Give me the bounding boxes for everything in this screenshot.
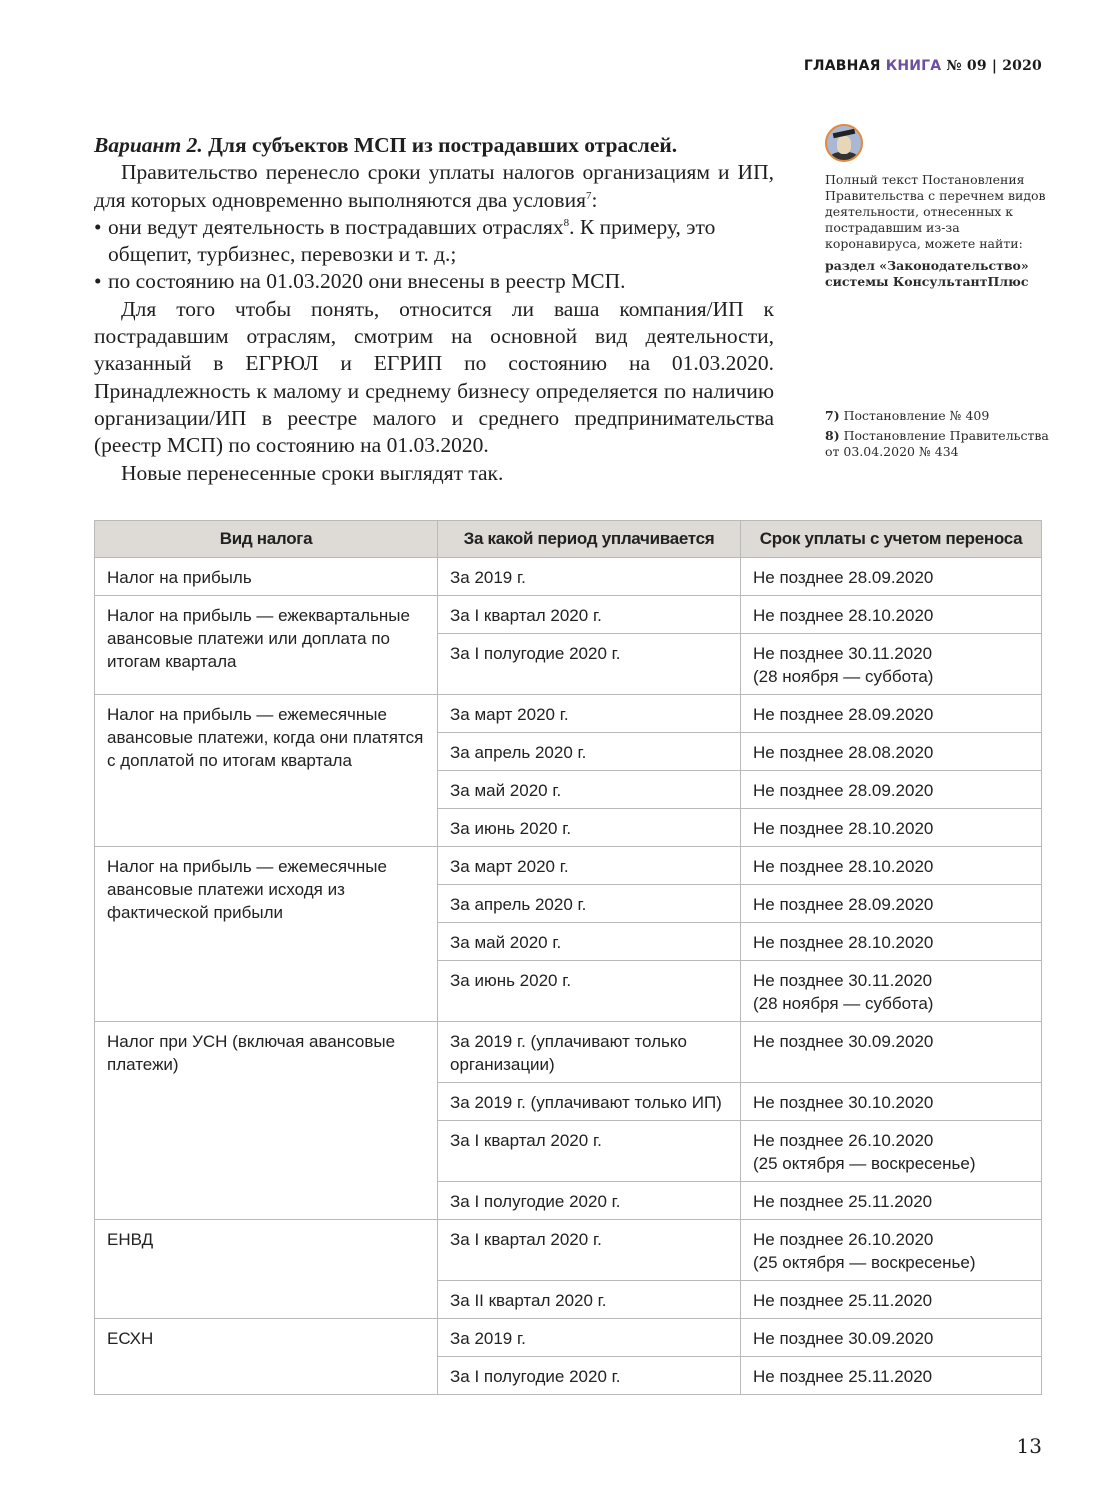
deadline-date: Не позднее 30.09.2020: [753, 1329, 934, 1348]
deadline-date: Не позднее 25.11.2020: [753, 1192, 933, 1211]
deadline-date: Не позднее 28.10.2020: [753, 857, 934, 876]
condition-item: [94, 214, 774, 269]
deadline-cell: [741, 596, 1042, 634]
deadline-note: (25 октября — воскресенье): [753, 1253, 976, 1272]
heading-lead: Вариант 2.: [94, 133, 203, 157]
table-row: [95, 1022, 1042, 1083]
deadline-cell: [741, 1022, 1042, 1083]
deadline-date: Не позднее 28.10.2020: [753, 606, 934, 625]
brand-part2: КНИГА: [885, 58, 942, 74]
deadline-cell: [741, 961, 1042, 1022]
deadline-cell: [741, 558, 1042, 596]
footnote-7: [825, 408, 1050, 424]
sidebar-note: [825, 124, 1050, 290]
deadline-cell: [741, 695, 1042, 733]
section-heading: [94, 132, 774, 159]
deadline-cell: [741, 771, 1042, 809]
period-cell: За июнь 2020 г.: [438, 961, 741, 1022]
condition-text: по состоянию на 01.03.2020 они внесены в реестр МСП.: [108, 269, 626, 294]
footnote-8: [825, 428, 1050, 460]
deadline-date: Не позднее 30.10.2020: [753, 1093, 934, 1112]
tax-type-cell: ЕНВД: [95, 1220, 438, 1319]
footnote-ref-8[interactable]: 8: [563, 216, 570, 229]
tax-type-cell: Налог на прибыль — ежемесячные авансовые платежи исходя из фактической прибыли: [95, 847, 438, 1022]
deadline-date: Не позднее 25.11.2020: [753, 1367, 933, 1386]
deadline-date: Не позднее 28.09.2020: [753, 568, 934, 587]
period-cell: За 2019 г.: [438, 1319, 741, 1357]
page-number: 13: [1016, 1434, 1042, 1458]
footnote-number: 7): [825, 408, 840, 423]
intro-text: Правительство перенесло сроки уплаты налогов организациям и ИП, для которых одновременно выполняются два условия: [94, 160, 774, 212]
period-cell: За I квартал 2020 г.: [438, 1220, 741, 1281]
footnotes: [825, 408, 1050, 464]
tax-deadlines-table: [94, 520, 1042, 1395]
deadline-date: Не позднее 30.09.2020: [753, 1032, 934, 1051]
period-cell: За март 2020 г.: [438, 695, 741, 733]
professor-avatar-icon: [825, 124, 863, 162]
table-row: [95, 1319, 1042, 1357]
footnote-text: Постановление Правительства от 03.04.2020 № 434: [825, 428, 1049, 459]
deadline-date: Не позднее 26.10.2020: [753, 1230, 934, 1249]
period-cell: За I полугодие 2020 г.: [438, 634, 741, 695]
deadline-note: (28 ноября — суббота): [753, 667, 934, 686]
period-cell: За 2019 г. (уплачивают только ИП): [438, 1083, 741, 1121]
footnote-text: Постановление № 409: [843, 408, 990, 423]
brand-part1: ГЛАВНАЯ: [803, 58, 881, 74]
period-cell: За I квартал 2020 г.: [438, 1121, 741, 1182]
deadline-cell: [741, 1182, 1042, 1220]
deadline-cell: [741, 733, 1042, 771]
paragraph-3: Новые перенесенные сроки выглядят так.: [121, 460, 504, 485]
footnote-ref-7[interactable]: 7: [585, 189, 592, 202]
period-cell: За май 2020 г.: [438, 923, 741, 961]
table-header-row: [95, 521, 1042, 558]
deadline-date: Не позднее 28.10.2020: [753, 933, 934, 952]
deadline-date: Не позднее 26.10.2020: [753, 1131, 934, 1150]
deadline-date: Не позднее 30.11.2020: [753, 971, 933, 990]
table-row: [95, 596, 1042, 634]
main-text: [94, 132, 774, 487]
intro-paragraph: [94, 159, 774, 214]
table-body: [95, 558, 1042, 1395]
deadline-cell: [741, 1083, 1042, 1121]
paragraph-2: Для того чтобы понять, относится ли ваша компания/ИП к пострадавшим отраслям, смотрим на основной вид деятельности, указанный в ЕГРЮЛ и ЕГРИП по состоянию на 01.03.2020. Принадлежность к малому и среднему бизнесу определяется по наличию организации/ИП в реестре малого и среднего предпринимательства (реестр МСП) по состоянию на 01.03.2020.: [94, 296, 774, 458]
deadline-date: Не позднее 28.09.2020: [753, 705, 934, 724]
period-cell: За I квартал 2020 г.: [438, 596, 741, 634]
period-cell: За 2019 г.: [438, 558, 741, 596]
deadline-cell: [741, 1281, 1042, 1319]
deadline-note: (28 ноября — суббота): [753, 994, 934, 1013]
sidebar-note-text: Полный текст Постановления Правительства с перечнем видов деятельности, отнесенных к пострадавшим из-за коронавируса, можете найти:: [825, 172, 1046, 251]
table-row: [95, 695, 1042, 733]
deadline-date: Не позднее 28.08.2020: [753, 743, 934, 762]
tax-type-cell: Налог на прибыль — ежемесячные авансовые платежи, когда они платятся с доплатой по итогам квартала: [95, 695, 438, 847]
deadline-cell: [741, 1357, 1042, 1395]
deadline-date: Не позднее 28.10.2020: [753, 819, 934, 838]
condition-rest: . К примеру, это общепит, турбизнес, перевозки и т. д.;: [108, 214, 716, 267]
issue-number: № 09 | 2020: [946, 58, 1042, 74]
tax-type-cell: ЕСХН: [95, 1319, 438, 1395]
tax-type-cell: Налог на прибыль: [95, 558, 438, 596]
intro-end: :: [591, 187, 598, 212]
deadline-date: Не позднее 25.11.2020: [753, 1291, 933, 1310]
period-cell: За апрель 2020 г.: [438, 885, 741, 923]
period-cell: За июнь 2020 г.: [438, 809, 741, 847]
sidebar-reference: раздел «Законодательство» системы КонсультантПлюс: [825, 258, 1029, 289]
period-cell: За I полугодие 2020 г.: [438, 1357, 741, 1395]
deadline-date: Не позднее 28.09.2020: [753, 895, 934, 914]
deadline-cell: [741, 847, 1042, 885]
deadline-note: (25 октября — воскресенье): [753, 1154, 976, 1173]
deadline-cell: [741, 923, 1042, 961]
period-cell: За II квартал 2020 г.: [438, 1281, 741, 1319]
deadline-date: Не позднее 30.11.2020: [753, 644, 933, 663]
deadline-date: Не позднее 28.09.2020: [753, 781, 934, 800]
table-row: [95, 1220, 1042, 1281]
tax-type-cell: Налог на прибыль — ежеквартальные авансовые платежи или доплата по итогам квартала: [95, 596, 438, 695]
table-row: [95, 847, 1042, 885]
header-tax-type: Вид налога: [95, 521, 438, 558]
table-row: [95, 558, 1042, 596]
footnote-number: 8): [825, 428, 840, 443]
period-cell: За март 2020 г.: [438, 847, 741, 885]
condition-item: [94, 268, 774, 295]
deadline-cell: [741, 809, 1042, 847]
header-period: За какой период уплачивается: [438, 521, 741, 558]
header-deadline: Срок уплаты с учетом переноса: [741, 521, 1042, 558]
condition-text: они ведут деятельность в пострадавших отраслях: [108, 214, 564, 239]
period-cell: За май 2020 г.: [438, 771, 741, 809]
period-cell: За 2019 г. (уплачивают только организации): [438, 1022, 741, 1083]
masthead: [804, 58, 1042, 74]
heading-rest: Для субъектов МСП из пострадавших отраслей.: [208, 133, 678, 157]
period-cell: За апрель 2020 г.: [438, 733, 741, 771]
deadline-cell: [741, 634, 1042, 695]
tax-type-cell: Налог при УСН (включая авансовые платежи): [95, 1022, 438, 1220]
deadline-cell: [741, 1220, 1042, 1281]
period-cell: За I полугодие 2020 г.: [438, 1182, 741, 1220]
conditions-list: [94, 214, 774, 296]
deadline-cell: [741, 885, 1042, 923]
deadline-cell: [741, 1121, 1042, 1182]
deadline-cell: [741, 1319, 1042, 1357]
